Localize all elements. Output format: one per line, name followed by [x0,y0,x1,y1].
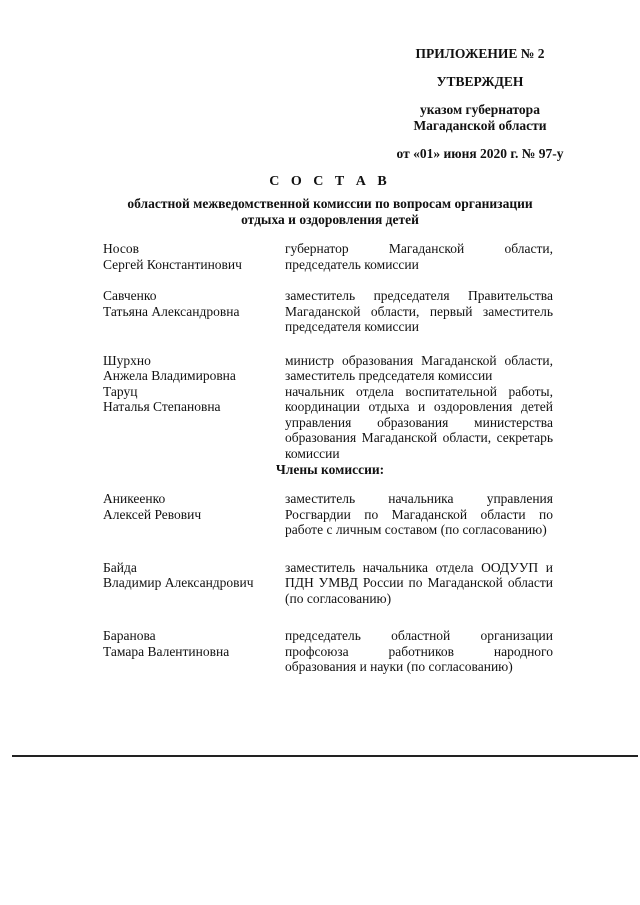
given-names: Татьяна Александровна [103,303,240,319]
given-names: Владимир Александрович [103,575,254,590]
approval-block [360,46,600,162]
list-item [103,384,553,462]
person-role: заместитель начальника отдела ООДУУП и ПДН УМВД России по Магаданской области (по согласованию) [285,559,553,606]
subtitle-line-2: отдыха и оздоровления детей [241,212,419,227]
person-name [103,560,285,607]
person-name [103,288,285,335]
members-heading: Члены комиссии: [275,462,385,477]
decree-line-2: Магаданской области [413,118,547,133]
appendix-number: ПРИЛОЖЕНИЕ № 2 [415,46,545,61]
surname: Баранова [103,628,156,643]
decree-date: от «01» июня 2020 г. № 97-у [396,146,564,161]
surname: Шурхно [103,352,151,368]
surname: Носов [103,241,139,256]
person-role: председатель областной организации профсоюза работников народного образования и науки (по согласованию) [285,628,553,674]
leaders-list [103,241,553,461]
person-name [103,628,285,675]
person-name [103,384,285,462]
given-names: Сергей Константинович [103,256,242,272]
list-item [103,491,553,538]
given-names: Тамара Валентиновна [103,643,230,659]
person-role: губернатор Магаданской области, председатель комиссии [285,241,553,272]
subtitle-line-1: областной межведомственной комиссии по вопросам организации [127,196,533,211]
person-role: начальник отдела воспитательной работы, координации отдыха и оздоровления детей управления образования министерства образования Магаданской области, секретарь комиссии [285,383,553,461]
approved-label: УТВЕРЖДЕН [436,74,524,89]
list-item [103,288,553,335]
list-item [103,241,553,272]
person-name [103,491,285,538]
list-item [103,560,553,607]
surname: Таруц [103,383,138,399]
list-item [103,353,553,384]
person-role: заместитель начальника управления Росгвардии по Магаданской области по работе с личным составом (по согласованию) [285,491,553,537]
given-names: Анжела Владимировна [103,368,236,383]
surname: Байда [103,559,137,575]
members-list [103,491,553,675]
document-title: С О С Т А В [269,174,391,189]
list-item [103,628,553,675]
given-names: Наталья Степановна [103,399,221,414]
surname: Савченко [103,288,157,303]
decree-line-1: указом губернатора [420,102,540,117]
surname: Аникеенко [103,491,166,506]
person-role: министр образования Магаданской области, заместитель председателя комиссии [285,352,553,383]
person-name [103,241,285,272]
given-names: Алексей Ревович [103,506,202,522]
person-name [103,353,285,384]
document-subtitle [90,196,570,228]
person-role: заместитель председателя Правительства Магаданской области, первый заместитель председателя комиссии [285,288,553,334]
page-divider [12,755,638,757]
